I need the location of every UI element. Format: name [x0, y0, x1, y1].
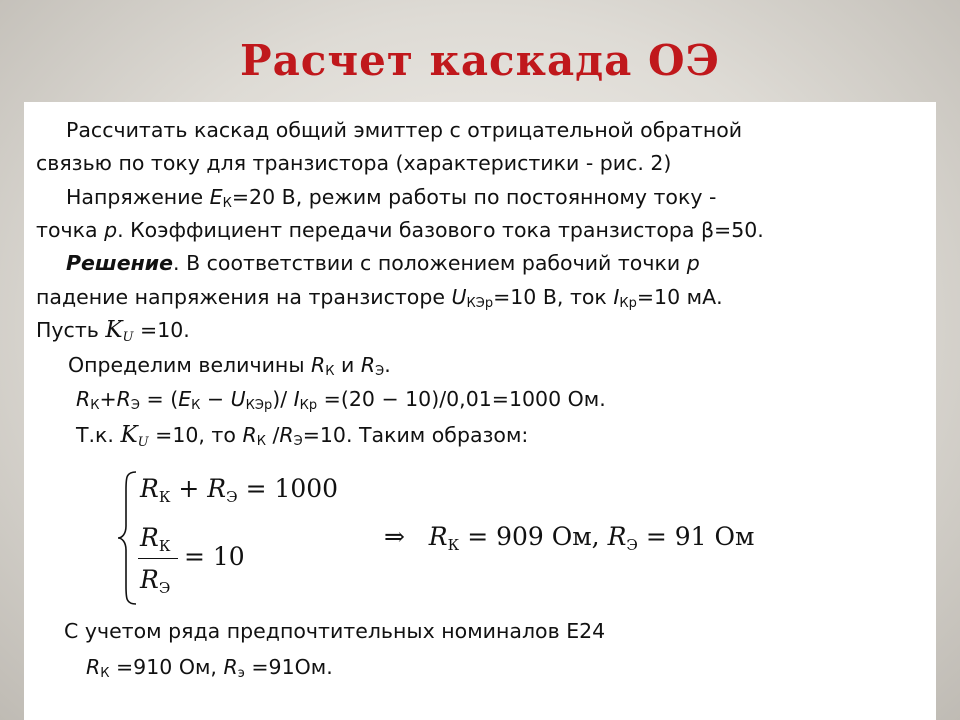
solution-line-1: Решение. В соответствии с положением рабочий точки p [66, 251, 700, 275]
system-equation-1: $R_К + R_Э = 1000$ [140, 474, 339, 506]
result-equation: ⇒ $R_К = 909$ Ом, $R_Э = 91$ Ом [384, 522, 755, 554]
problem-line-2: связью по току для транзистора (характеристики - рис. 2) [36, 151, 672, 175]
implies-arrow: ⇒ [384, 522, 405, 551]
slide-title: Расчет каскада ОЭ [240, 36, 720, 85]
content-panel [24, 102, 936, 720]
problem-line-1: Рассчитать каскад общий эмиттер с отрицательной обратной [66, 118, 743, 142]
ratio-line: Т.к. KU =10, то $R_К$ $/R_Э=10$. Таким образом: [76, 422, 529, 450]
e24-line: С учетом ряда предпочтительных номиналов Е24 [64, 619, 606, 643]
fraction-denominator: $R_Э$ [140, 565, 171, 597]
system-brace [116, 470, 138, 606]
voltage-line-1: Напряжение $E_К=20$ В, режим работы по постоянному току - [66, 185, 717, 211]
determine-line: Определим величины $R_К$ и $R_Э$. [68, 353, 391, 379]
fraction-numerator: $R_К$ [140, 523, 171, 555]
formula-line: $R_К+R_Э = (E_К - U_{КЭр})/$ $I_{Кр} =(20 - 10)/0,01=1000$ Ом. [76, 387, 606, 413]
fraction-bar [138, 558, 178, 559]
system-equation-2-rhs: = 10 [184, 542, 245, 571]
solution-line-3: Пусть KU =10. [36, 317, 190, 345]
final-values-line: $R_К =910$ Ом, $R_э =91Ом$. [86, 655, 333, 681]
solution-line-2: падение напряжения на транзисторе $U_{КЭр}=10$ В, ток $I_{Кр}=10$ мА. [36, 285, 723, 311]
voltage-line-2: точка p. Коэффициент передачи базового тока транзистора β=50. [36, 218, 764, 242]
